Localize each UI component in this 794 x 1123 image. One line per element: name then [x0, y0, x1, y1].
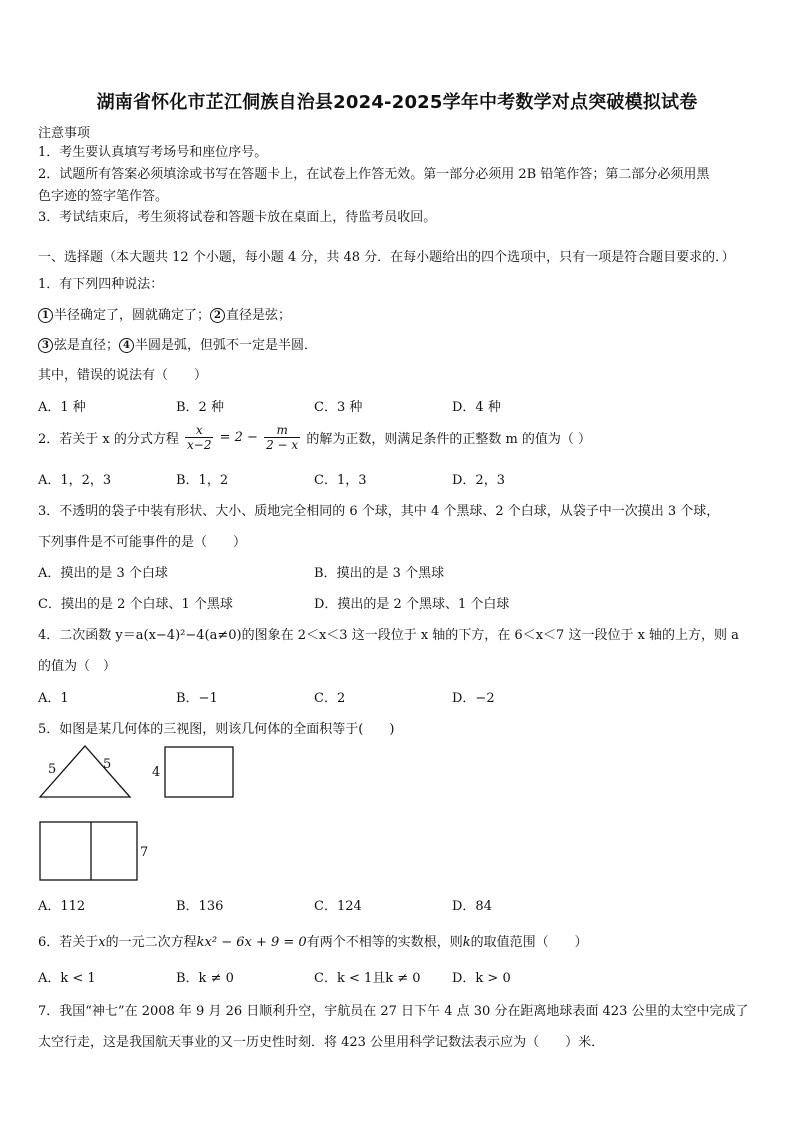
fraction-denominator: x−2 — [187, 438, 212, 452]
q6-pre: 6．若关于 — [38, 935, 99, 950]
side-view-rect — [165, 747, 233, 797]
circled-number: 1 — [38, 308, 53, 323]
q2-stem — [38, 423, 591, 452]
q3-option-d: D．摸出的是 2 个黑球、1 个白球 — [314, 597, 510, 612]
q1-option-c: C．3 种 — [314, 400, 363, 415]
fraction — [185, 423, 213, 452]
q6-k: k — [462, 935, 471, 950]
page-title: 湖南省怀化市芷江侗族自治县2024-2025学年中考数学对点突破模拟试卷 — [96, 92, 698, 113]
q6-post2: 的取值范围（ ） — [470, 935, 588, 950]
top-view-rect — [40, 822, 137, 880]
q1-statement: 弦是直径； — [54, 338, 120, 353]
q1-stem: 1．有下列四种说法： — [38, 277, 164, 292]
q2-option-b: B．1，2 — [176, 473, 229, 488]
q3-option-c: C．摸出的是 2 个白球、1 个黑球 — [38, 597, 233, 612]
q5-option-c: C．124 — [314, 899, 362, 914]
q6-equation: kx² − 6x + 9 = 0 — [196, 935, 307, 950]
q2-post: 的解为正数，则满足条件的正整数 m 的值为（ ） — [306, 432, 592, 447]
q6-option-a: A．k < 1 — [38, 971, 96, 986]
fraction-numerator: m — [264, 423, 300, 438]
q1-statements-3-4 — [38, 334, 317, 353]
q2-option-d: D．2，3 — [452, 473, 505, 488]
notice-item: 2．试题所有答案必须填涂或书写在答题卡上，在试卷上作答无效。第一部分必须用 2B 铅笔作答；第二部分必须用黑 — [38, 167, 710, 182]
q3-option-b: B．摸出的是 3 个黑球 — [314, 566, 445, 581]
q4-option-d: D．−2 — [452, 691, 495, 706]
q5-stem: 5．如图是某几何体的三视图，则该几何体的全面积等于( ) — [38, 722, 395, 737]
side-view-figure — [150, 745, 240, 800]
q1-ask: 其中，错误的说法有（ ） — [38, 368, 208, 383]
q6-option-d: D．k > 0 — [452, 971, 511, 986]
notice-item: 1．考生要认真填写考场号和座位序号。 — [38, 145, 268, 160]
q6-mid: 的一元二次方程 — [105, 935, 197, 950]
q1-statement: 直径是弦； — [226, 308, 292, 323]
q5-option-d: D．84 — [452, 899, 492, 914]
q3-option-a: A．摸出的是 3 个白球 — [38, 566, 168, 581]
tri-left-label: 5 — [48, 762, 57, 777]
q1-option-d: D．4 种 — [452, 400, 501, 415]
q6-var: x — [98, 935, 106, 950]
q1-statements-1-2 — [38, 304, 291, 323]
q7-line1: 7．我国“神七”在 2008 年 9 月 26 日顺利升空，宇航员在 27 日下午 4 点 30 分在距离地球表面 423 公里的太空中完成了 — [38, 1004, 749, 1019]
q4-option-c: C．2 — [314, 691, 346, 706]
q6-option-c: C．k < 1且k ≠ 0 — [314, 971, 421, 986]
fraction-numerator: x — [185, 423, 213, 438]
rect-height-label: 4 — [152, 765, 161, 780]
notice-heading: 注意事项 — [38, 126, 91, 141]
circled-number: 2 — [210, 308, 225, 323]
circled-number: 3 — [38, 338, 53, 353]
fraction — [264, 423, 300, 452]
q2-option-a: A．1，2，3 — [38, 473, 112, 488]
q6-stem — [38, 931, 588, 950]
q4-option-a: A．1 — [38, 691, 69, 706]
q1-statement: 半圆是弧，但弧不一定是半圆． — [135, 338, 318, 353]
q6-option-b: B．k ≠ 0 — [176, 971, 234, 986]
circled-number: 4 — [119, 338, 134, 353]
q4-line1: 4．二次函数 y＝a(x−4)²−4(a≠0)的图象在 2＜x＜3 这一段位于 x 轴的下方，在 6＜x＜7 这一段位于 x 轴的上方，则 a — [38, 628, 739, 643]
fraction-denominator: 2 − x — [266, 438, 299, 452]
q3-line2: 下列事件是不可能事件的是（ ） — [38, 535, 247, 550]
q1-statement: 半径确定了，圆就确定了； — [54, 308, 211, 323]
q1-option-b: B．2 种 — [176, 400, 224, 415]
three-view-figure — [30, 740, 160, 885]
notice-item: 3．考试结束后，考生须将试卷和答题卡放在桌面上，待监考员收回。 — [38, 210, 437, 225]
notice-item: 色字迹的签字笔作答。 — [38, 189, 169, 204]
q3-line1: 3．不透明的袋子中装有形状、大小、质地完全相同的 6 个球，其中 4 个黑球、2 个白球，从袋子中一次摸出 3 个球， — [38, 504, 720, 519]
q6-post1: 有两个不相等的实数根，则 — [306, 935, 463, 950]
bottom-height-label: 7 — [140, 845, 149, 860]
section-heading: 一、选择题（本大题共 12 个小题，每小题 4 分，共 48 分．在每小题给出的四个选项中，只有一项是符合题目要求的．） — [38, 250, 735, 265]
q2-mid: = 2 − — [219, 430, 258, 445]
q4-option-b: B．−1 — [176, 691, 218, 706]
q2-pre: 2．若关于 x 的分式方程 — [38, 432, 179, 447]
tri-right-label: 5 — [103, 757, 112, 772]
q5-option-b: B．136 — [176, 899, 224, 914]
q7-line2: 太空行走，这是我国航天事业的又一历史性时刻．将 423 公里用科学记数法表示应为（ ）米． — [38, 1035, 605, 1050]
q5-option-a: A．112 — [38, 899, 86, 914]
q1-option-a: A．1 种 — [38, 400, 86, 415]
q4-line2: 的值为（ ） — [38, 659, 117, 674]
q2-option-c: C．1，3 — [314, 473, 367, 488]
